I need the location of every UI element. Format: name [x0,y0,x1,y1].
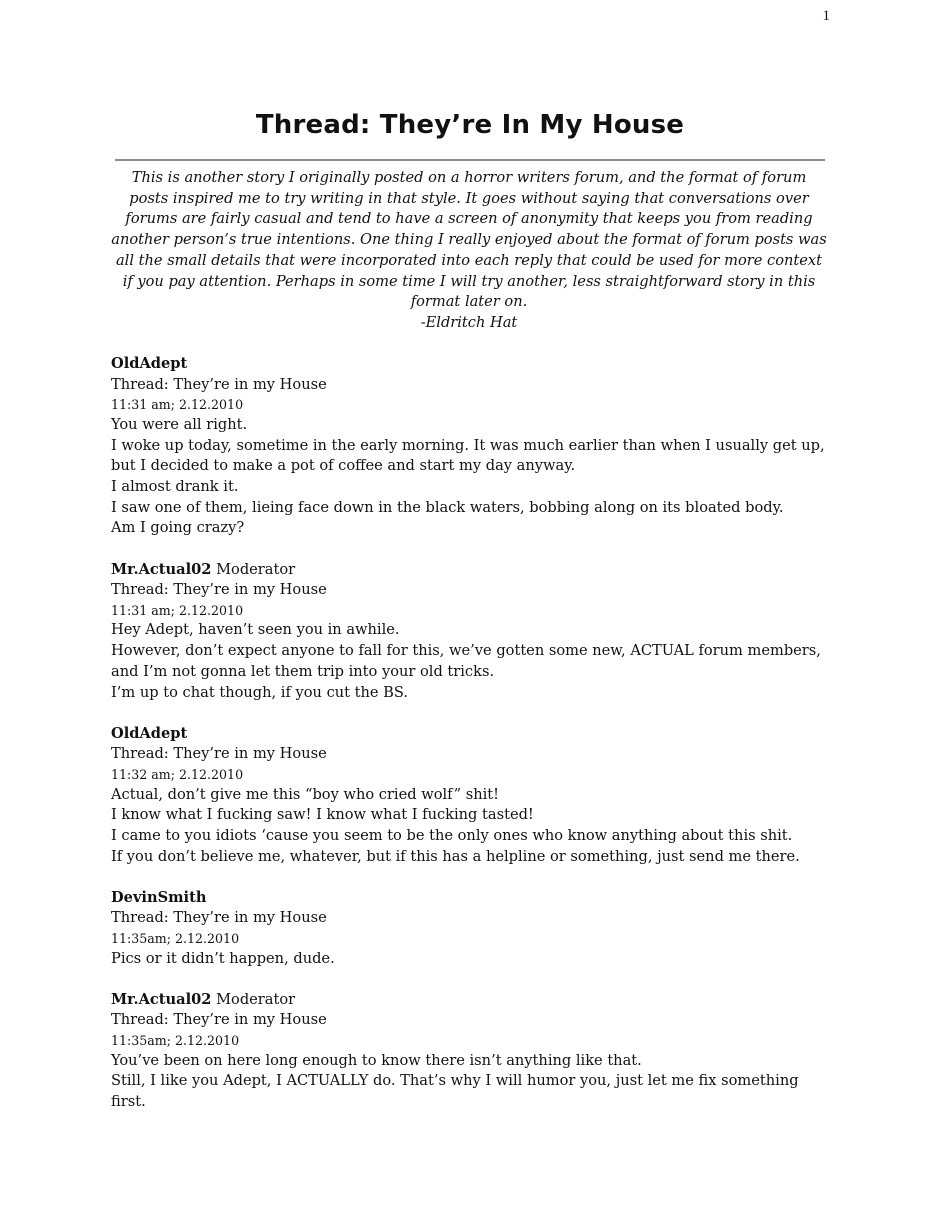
page-title: Thread: They’re In My House [255,110,685,140]
post-timestamp: 11:32 am; 2.12.2010 [111,767,244,783]
page-number: 1 [822,8,830,24]
intro-text: This is another story I originally posted on a horror writers forum, and the format of forum posts inspired me to try writing in that style. It goes without saying that conversations over forums are fairly casual and tend to have a screen of anonymity that keeps you from reading another person’s true intentions. One thing I really enjoyed about the format of forum posts was all the small details that were incorporated into each reply that could be used for more context if you pay attention. Perhaps in some time I will try another, less straightforward story in this format later on. [111,169,827,311]
forum-post [111,560,836,704]
post-body-line: Actual, don’t give me this “boy who cried wolf” shit! [111,785,500,803]
post-thread-title: Thread: They’re in my House [111,909,327,927]
post-body-line: I came to you idiots ‘cause you seem to be the only ones who know anything about this shit. [111,826,793,844]
post-thread-title: Thread: They’re in my House [111,581,327,599]
post-author: Mr.Actual02 [111,990,212,1008]
thread-posts [111,354,836,1133]
post-author: OldAdept [111,724,188,742]
post-body-line: If you don’t believe me, whatever, but if this has a helpline or something, just send me there. [111,847,800,865]
post-body-line: Hey Adept, haven’t seen you in awhile. [111,621,400,639]
post-body-line: I almost drank it. [111,478,239,496]
post-body-line: I know what I fucking saw! I know what I fucking tasted! [111,806,534,824]
post-body-line: Still, I like you Adept, I ACTUALLY do. That’s why I will humor you, just let me fix something first. [111,1072,799,1111]
post-header [111,724,836,745]
forum-post [111,724,836,868]
post-body-line: You were all right. [111,415,248,433]
post-thread-title: Thread: They’re in my House [111,1011,327,1029]
forum-post [111,888,836,970]
post-header [111,990,836,1011]
post-header [111,560,836,581]
post-header [111,888,836,909]
title-divider [115,159,825,161]
post-body-line: I woke up today, sometime in the early morning. It was much earlier than when I usually get up, but I decided to make a pot of coffee and start my day anyway. [111,436,825,475]
post-timestamp: 11:35am; 2.12.2010 [111,1033,240,1049]
post-author-role: Moderator [216,990,296,1008]
post-timestamp: 11:31 am; 2.12.2010 [111,602,244,618]
post-author: OldAdept [111,355,188,372]
post-author-role: Moderator [216,560,296,578]
post-body-line: I’m up to chat though, if you cut the BS. [111,683,409,701]
post-header [111,354,836,375]
intro-note [110,168,828,334]
post-body-line: I saw one of them, lieing face down in the black waters, bobbing along on its bloated body. [111,498,784,516]
post-timestamp: 11:35am; 2.12.2010 [111,931,240,947]
post-thread-title: Thread: They’re in my House [111,375,327,393]
post-body-line: Am I going crazy? [111,519,245,537]
post-body-line: However, don’t expect anyone to fall for this, we’ve gotten some new, ACTUAL forum members, and I’m not gonna let them trip into your old tricks. [111,642,821,680]
forum-post [111,354,836,539]
post-timestamp: 11:31 am; 2.12.2010 [111,397,244,413]
post-body-line: Pics or it didn’t happen, dude. [111,949,335,967]
post-body-line: You’ve been on here long enough to know there isn’t anything like that. [111,1051,642,1069]
forum-post [111,990,836,1113]
intro-signature: -Eldritch Hat [420,313,518,331]
post-author: DevinSmith [111,888,207,906]
post-author: Mr.Actual02 [111,560,212,578]
post-thread-title: Thread: They’re in my House [111,745,327,763]
